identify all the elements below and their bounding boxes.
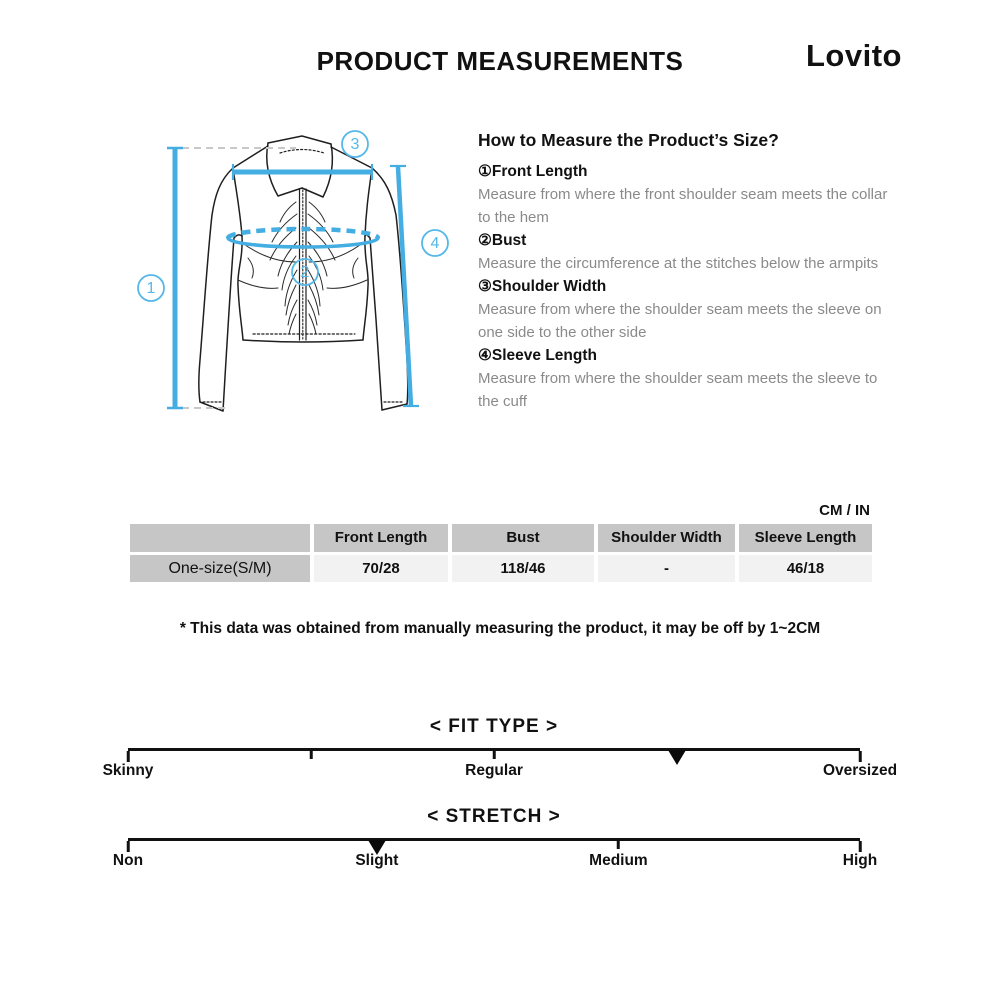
scale-label: Oversized — [822, 762, 898, 779]
instruction-desc: Measure from where the shoulder seam meets the sleeve to the cuff — [478, 370, 878, 410]
measure-instructions — [478, 130, 894, 413]
scale-label: Non — [112, 852, 144, 869]
svg-text:4: 4 — [430, 235, 440, 252]
instruction-item — [478, 275, 894, 344]
instruction-item — [478, 160, 894, 229]
brand-logo: Lovito — [806, 38, 902, 73]
callout-4-icon — [422, 230, 448, 256]
instruction-label: ②Bust — [478, 232, 527, 249]
instruction-desc: Measure from where the shoulder seam meets the sleeve on one side to the other side — [478, 301, 882, 341]
instruction-desc: Measure the circumference at the stitches below the armpits — [478, 255, 879, 272]
stretch-axis — [128, 838, 860, 841]
scale-tick — [310, 751, 313, 759]
table-cell-shoulder-width: - — [598, 555, 735, 582]
instruction-label: ③Shoulder Width — [478, 278, 607, 295]
table-cell-front-length: 70/28 — [314, 555, 448, 582]
sleeve-length-line — [390, 166, 419, 406]
instruction-desc: Measure from where the front shoulder seam meets the collar to the hem — [478, 186, 888, 226]
table-header-empty — [130, 524, 310, 552]
front-length-line — [167, 148, 183, 408]
table-header-sleeve-length: Sleeve Length — [739, 524, 872, 552]
scale-label: Slight — [355, 852, 399, 869]
scale-tick — [493, 751, 496, 759]
svg-text:1: 1 — [146, 280, 156, 297]
scale-label: Regular — [465, 762, 523, 779]
table-header-front-length: Front Length — [314, 524, 448, 552]
table-cell-size: One-size(S/M) — [130, 555, 310, 582]
callout-1-icon — [138, 275, 164, 301]
table-cell-sleeve-length: 46/18 — [739, 555, 872, 582]
measurement-annotations — [138, 131, 448, 408]
scale-label: High — [842, 852, 878, 869]
shoulder-width-line — [233, 164, 372, 180]
table-cell-bust: 118/46 — [452, 555, 594, 582]
garment-diagram — [120, 110, 460, 440]
scale-label: Medium — [589, 852, 648, 869]
scale-tick — [859, 751, 862, 762]
callout-3-icon — [342, 131, 368, 157]
scale-tick — [859, 841, 862, 852]
measurement-disclaimer: * This data was obtained from manually measuring the product, it may be off by 1~2CM — [179, 620, 821, 637]
unit-label: CM / IN — [819, 502, 870, 519]
stretch-title: < STRETCH > — [427, 806, 561, 827]
scale-tick — [617, 841, 620, 849]
fit-type-title: < FIT TYPE > — [429, 716, 559, 737]
svg-text:3: 3 — [350, 136, 360, 153]
scale-tick — [127, 751, 130, 762]
table-header-shoulder-width: Shoulder Width — [598, 524, 735, 552]
stretch-labels — [112, 852, 878, 874]
fit-type-labels — [102, 762, 898, 784]
scale-tick — [127, 841, 130, 852]
table-header-bust: Bust — [452, 524, 594, 552]
fit-type-axis — [128, 748, 860, 751]
instructions-heading: How to Measure the Product’s Size? — [478, 130, 779, 150]
svg-text:2: 2 — [300, 264, 310, 281]
page-title: PRODUCT MEASUREMENTS — [316, 46, 684, 76]
instruction-label: ④Sleeve Length — [478, 347, 597, 364]
instruction-item — [478, 344, 894, 413]
scale-label: Skinny — [102, 762, 154, 779]
instruction-label: ①Front Length — [478, 163, 588, 180]
size-table — [130, 524, 872, 582]
instruction-item — [478, 229, 894, 275]
